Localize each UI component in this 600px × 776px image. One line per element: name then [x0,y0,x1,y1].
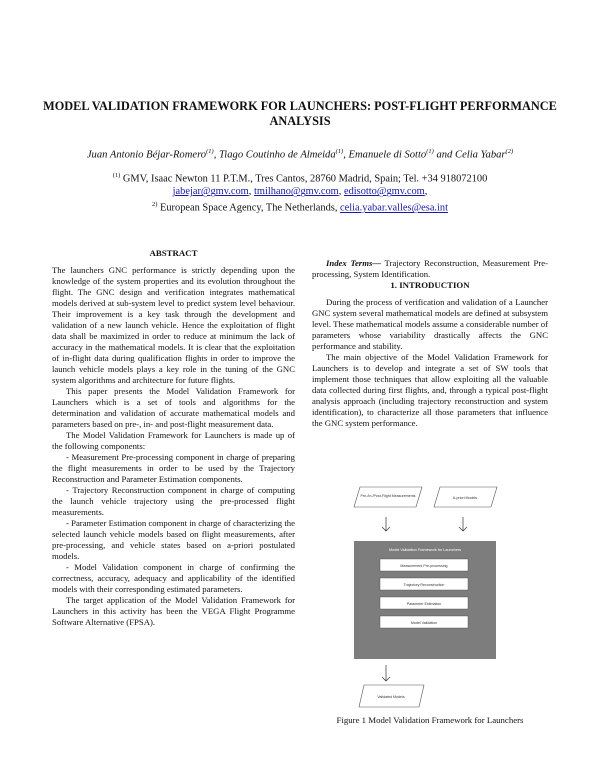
author-1: Juan Antonio Béjar-Romero [86,149,207,161]
abstract-paragraph: The target application of the Model Validation Framework for Launchers in this activity has been the VEGA Flight Programme Software Alternative (FPSA). [52,595,295,627]
index-terms-text: Trajectory Reconstruction, Measurement Pre-processing, System Identification. [312,258,548,279]
index-terms-label: Index Terms— [326,258,382,268]
right-column [312,258,548,429]
framework-diagram [342,485,502,713]
author-separator: , [213,149,219,161]
author-4-mark: (2) [505,148,514,155]
affiliation-esa-text: European Space Agency, The Netherlands, [157,202,341,214]
arrow-down-icon [382,665,390,681]
left-column [52,248,295,628]
apriori-models-input-label: A-priori Models [452,496,478,500]
author-2-mark: (1) [335,148,344,155]
intro-paragraph: During the process of verification and validation of a Launcher GNC system several mathematical models are defined at subsystem level. These mathematical models assume a considerable number of parameters whose variability drastically affects the GNC performance and stability. [312,297,549,351]
abstract-paragraph: This paper presents the Model Validation Framework for Launchers which is a set of tools and algorithms for the determination and validation of accurate mathematical models and parameters based on pre-, in- and post-flight measurement data. [52,386,295,429]
affiliation-gmv-text: GMV, Isaac Newton 11 P.T.M., Tres Cantos, 28760 Madrid, Spain; Tel. +34 918072100 [120,173,488,185]
introduction-heading: 1. INTRODUCTION [390,280,470,290]
figure-caption: Figure 1 Model Validation Framework for Launchers [336,715,524,725]
author-4: Celia Yabar [455,149,506,161]
framework-label: Model Validation Framework for Launchers [388,548,462,552]
component-bullet: - Trajectory Reconstruction component in charge of computing the launch vehicle trajectory using the pre-processed flight measurements. [52,485,295,517]
affiliation-mark-1: (1) [112,172,121,179]
email-link-tmilhano[interactable]: tmilhano@gmv.com [253,186,339,198]
author-conjunction: and [433,149,455,161]
paper-title: MODEL VALIDATION FRAMEWORK FOR LAUNCHERS: POST-FLIGHT PERFORMANCE ANALYSIS [43,99,557,128]
affiliation-emails: jabejar@gmv.com, tmilhano@gmv.com, edisotto@gmv.com, [172,186,428,198]
validated-models-output-label: Validated Models [377,695,405,699]
affiliation-gmv [20,169,580,185]
component-bullet: - Model Validation component in charge of confirming the correctness, accuracy, adequacy and applicability of the identified models with their corresponding estimated parameters. [52,562,295,594]
author-3: Emanuele di Sotto [348,149,427,161]
author-1-mark: (1) [206,148,214,155]
email-link-jabejar[interactable]: jabejar@gmv.com [172,186,249,198]
affiliation-mark-2: 2) [151,201,158,209]
index-terms [312,258,548,280]
intro-paragraph: The main objective of the Model Validation Framework for Launchers is to develop and integrate a set of SW tools that implement those techniques that allow exploiting all the valuable data collected during first flights, and, through a typical post-flight analysis approach (including trajectory reconstruction and system identification), to characterize all those parameters that influence the GNC system performance. [312,352,548,428]
abstract-heading: ABSTRACT [149,248,198,258]
author-list [20,145,580,162]
parameter-estimation-label: Parameter Estimation [406,602,442,606]
trajectory-label: Trajectory Reconstruction [403,583,445,587]
abstract-paragraph: The launchers GNC performance is strictly depending upon the knowledge of the system properties and its evolution throughout the flight. The GNC design and verification integrates mathematical models derived at sub-system level to predict system level behaviour. Their improvement is a key task through the development and validation of a new launch vehicle. Hence the exploitation of flight data shall be maximized in order to reduce at minimum the lack of accuracy in the mathematical models. It is clear that the exploitation of in-flight data during qualification flights in order to improve the launch vehicle models plays a key role in the tuning of the GNC system algorithms and architecture for future flights. [52,265,295,385]
component-bullet: - Measurement Pre-processing component in charge of preparing the flight measurements in order to be used by the Trajectory Reconstruction and Parameter Estimation components. [52,452,295,484]
measurements-input-label: Pre-/In-/Post-Flight Measurements [360,494,416,498]
affiliation-esa [20,198,580,214]
author-2: Tiago Coutinho de Almeida [219,149,336,161]
model-validation-label: Model Validation [410,621,438,625]
author-separator: , [343,149,349,161]
affiliations [20,169,580,215]
arrow-down-icon [459,517,467,531]
abstract-paragraph: The Model Validation Framework for Launchers is made up of the following components: [52,430,295,451]
email-link-celia[interactable]: celia.yabar.valles@esa.int [340,202,448,214]
author-3-mark: (1) [426,148,434,155]
arrow-down-icon [382,517,390,531]
email-link-edisotto[interactable]: edisotto@gmv.com [343,186,425,198]
component-bullet: - Parameter Estimation component in charge of characterizing the selected launch vehicle models based on flight measurements, after pre-processing, and vehicle states based on a-priori postulated models. [52,518,295,561]
preprocessing-label: Measurement Pre-processing [400,564,448,568]
